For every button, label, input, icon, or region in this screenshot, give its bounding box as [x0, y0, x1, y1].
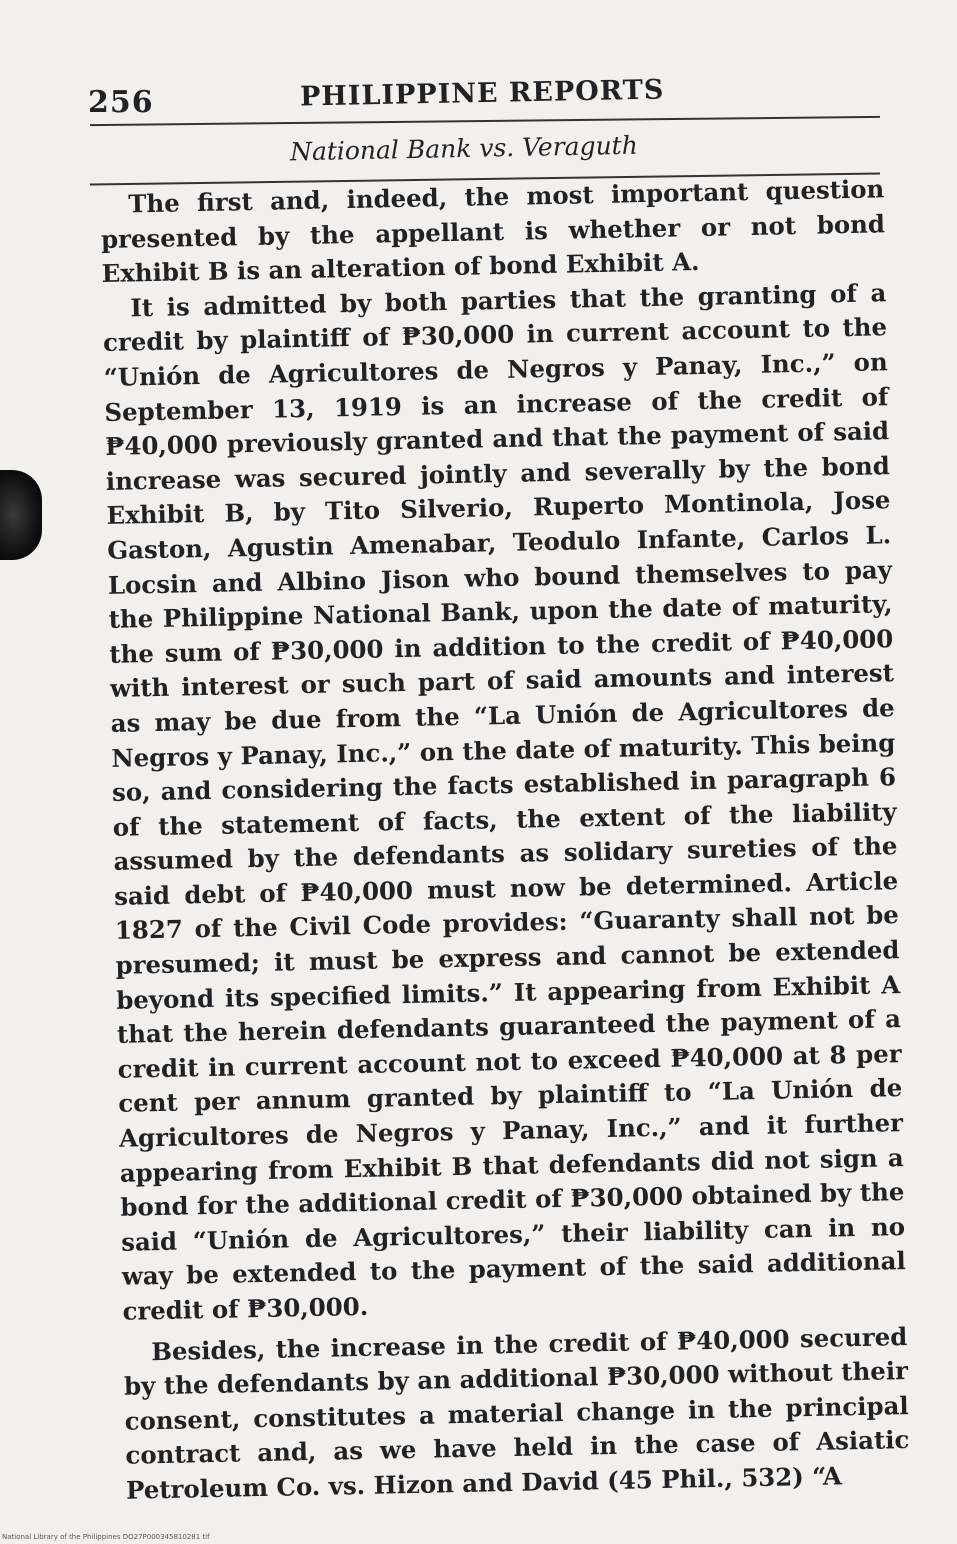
footer-note: National Library of the Philippines DO27P000345810281 tif	[2, 1533, 210, 1541]
header-rule	[90, 116, 880, 126]
thumb-shadow	[0, 470, 42, 560]
paragraph-2: It is admitted by both parties that the granting of a credit by plaintiff of ₱30,000 in current account to the “Unión de Agricultores de Negros y Panay, Inc.,” on September 13, 1919 is an increase of the credit of ₱40,000 previously granted and that the payment of said increase was secured jointly and severally by the bond Exhibit B, by Tito Silverio, Ruperto Montinola, Jose Gaston, Agustin Amenabar, Teodulo Infante, Carlos L. Locsin and Albino Jison who bound themselves to pay the Philippine National Bank, upon the date of maturity, the sum of ₱30,000 in addition to the credit of ₱40,000 with interest or such part of said amounts and interest as may be due from the “La Unión de Agricultores de Negros y Panay, Inc.,” on the date of maturity. This being so, and considering the facts established in paragraph 6 of the statement of facts, the extent of the liability assumed by the defendants as solidary sureties of the said debt of ₱40,000 must now be determined. Article 1827 of the Civil Code provides: “Guaranty shall not be presumed; it must be express and cannot be extended beyond its specified limits.” It appearing from Exhibit A that the herein defendants guaranteed the payment of a credit in current account not to exceed ₱40,000 at 8 per cent per annum granted by plaintiff to “La Unión de Agricultores de Negros y Panay, Inc.,” and it further appearing from Exhibit B that defendants did not sign a bond for the additional credit of ₱30,000 obtained by the said “Unión de Agricultores,” their liability can in no way be extended to the payment of the said additional credit of ₱30,000.	[102, 278, 906, 1326]
page-number: 256	[88, 85, 154, 120]
paragraph-3: Besides, the increase in the credit of ₱40,000 secured by the defendants by an additional ₱30,000 without their consent, constitutes a material change in the principal contract and, as we have held in the case of Asiatic Petroleum Co. vs. Hizon and David (45 Phil., 532) “A	[123, 1321, 910, 1505]
paragraph-1: The first and, indeed, the most important question presented by the appellant is whether or not bond Exhibit B is an alteration of bond Exhibit A.	[100, 174, 886, 289]
running-title: PHILIPPINE REPORTS	[299, 74, 665, 113]
body-text	[100, 172, 910, 1508]
case-title: National Bank vs. Veraguth	[289, 130, 639, 167]
